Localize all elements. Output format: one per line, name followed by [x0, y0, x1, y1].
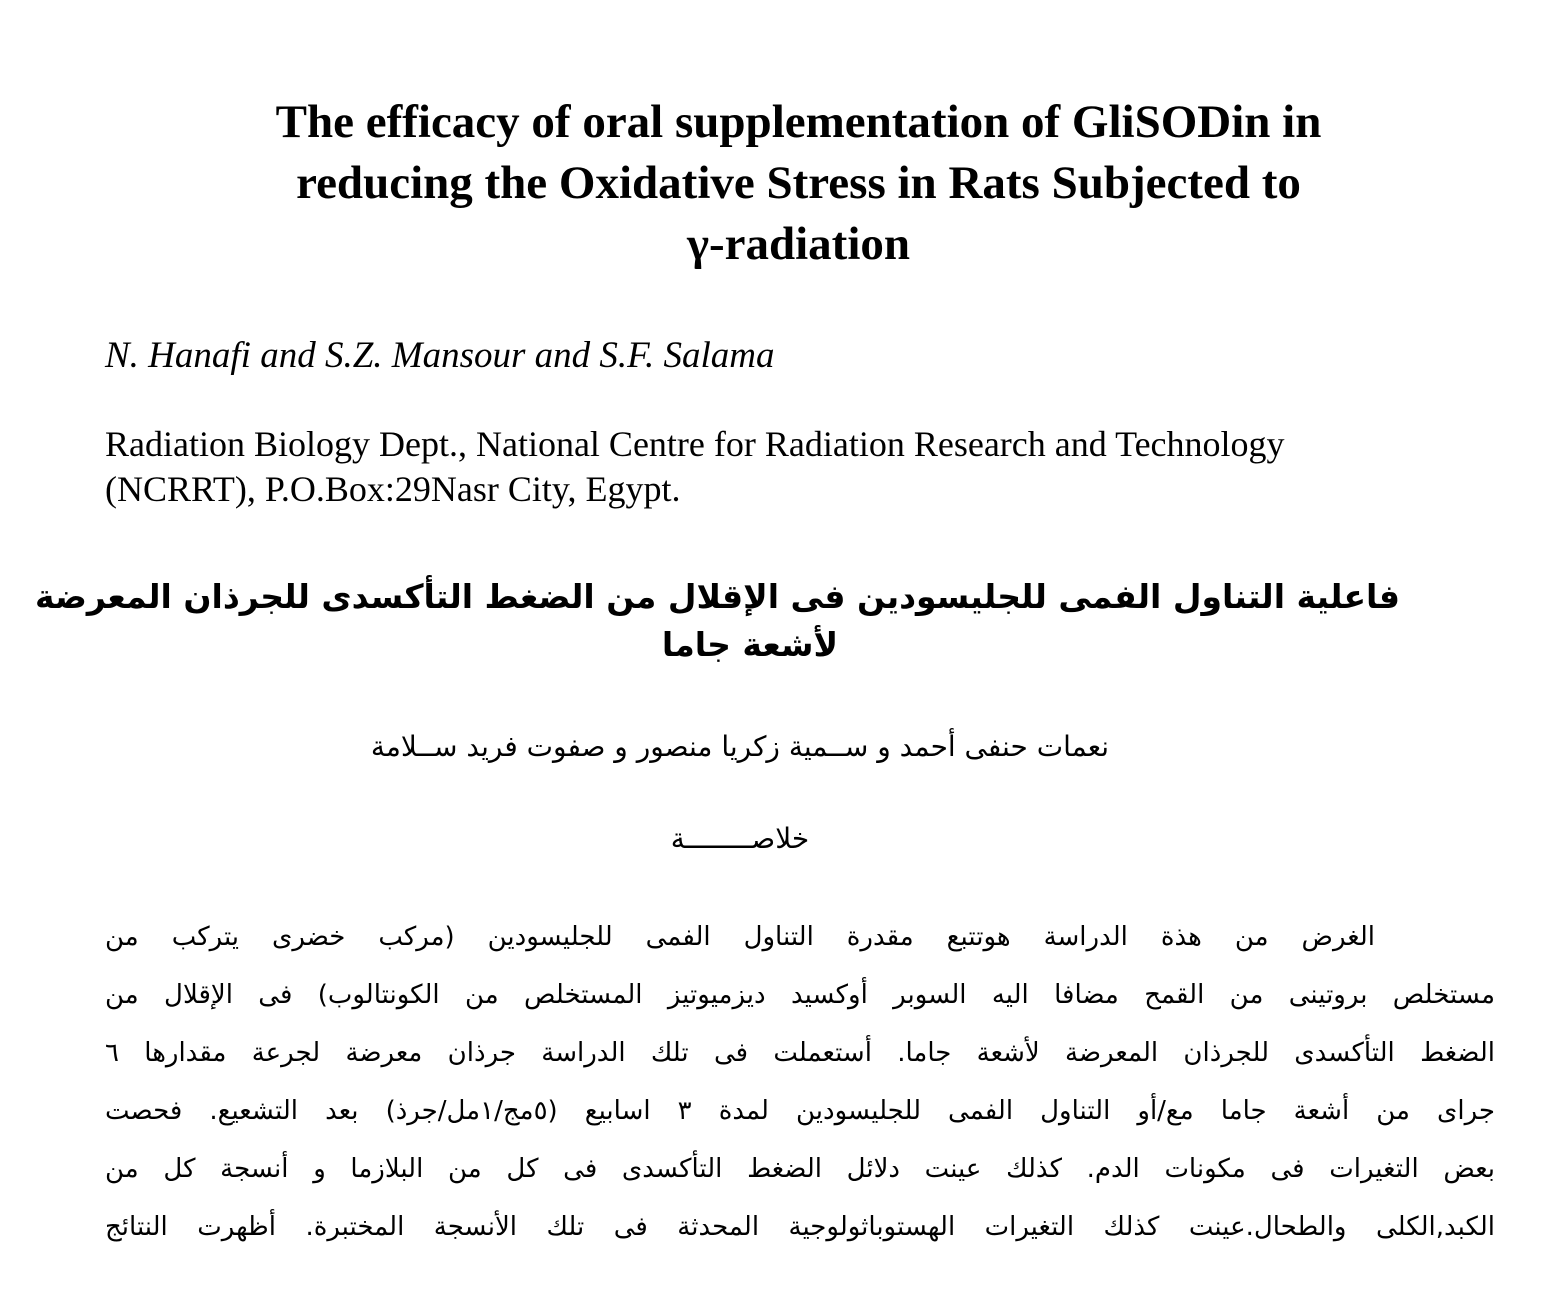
affiliation — [105, 422, 1435, 512]
affiliation-line-1: Radiation Biology Dept., National Centre for Radiation Research and Technology — [105, 424, 1285, 464]
arabic-title-line-2: لأشعة جاما — [661, 625, 839, 664]
abstract-line: الكبد,الكلى والطحال.عينت كذلك التغيرات الهستوباثولوجية المحدثة فى تلك الأنسجة المختبرة. أظهرت النتائج — [105, 1212, 1495, 1242]
title-line-3: γ-radiation — [686, 218, 911, 270]
arabic-authors: نعمات حنفى أحمد و ســمية زكريا منصور و صفوت فريد ســلامة — [370, 730, 1110, 763]
arabic-abstract — [105, 908, 1495, 1256]
abstract-line: بعض التغيرات فى مكونات الدم. كذلك عينت دلائل الضغط التأكسدى فى كل من البلازما و أنسجة كل من — [105, 1154, 1495, 1184]
abstract-line: جراى من أشعة جاما مع/أو التناول الفمى للجليسودين لمدة ٣ اسابيع (٥مج/١مل/جرذ) بعد التشعيع. فحصت — [105, 1096, 1495, 1126]
title-line-2: reducing the Oxidative Stress in Rats Subjected to — [296, 157, 1301, 209]
abstract-line: الضغط التأكسدى للجرذان المعرضة لأشعة جاما. أستعملت فى تلك الدراسة جرذان معرضة لجرعة مقدارها ٦ — [105, 1038, 1495, 1068]
arabic-title — [34, 573, 1400, 669]
title-line-1: The efficacy of oral supplementation of GliSODin in — [275, 96, 1322, 148]
authors: N. Hanafi and S.Z. Mansour and S.F. Salama — [105, 335, 775, 376]
paper-title — [0, 92, 1563, 275]
abstract-line: الغرض من هذة الدراسة هوتتبع مقدرة التناول الفمى للجليسودين (مركب خضرى يتركب من — [105, 922, 1375, 952]
affiliation-line-2: (NCRRT), P.O.Box:29Nasr City, Egypt. — [105, 469, 681, 509]
arabic-abstract-heading: خلاصــــــــة — [670, 822, 810, 855]
abstract-line: مستخلص بروتينى من القمح مضافا اليه السوبر أوكسيد ديزميوتيز المستخلص من الكونتالوب) فى الإقلال من — [105, 980, 1495, 1010]
arabic-title-line-1: فاعلية التناول الفمى للجليسودين فى الإقلال من الضغط التأكسدى للجرذان المعرضة — [34, 577, 1400, 616]
